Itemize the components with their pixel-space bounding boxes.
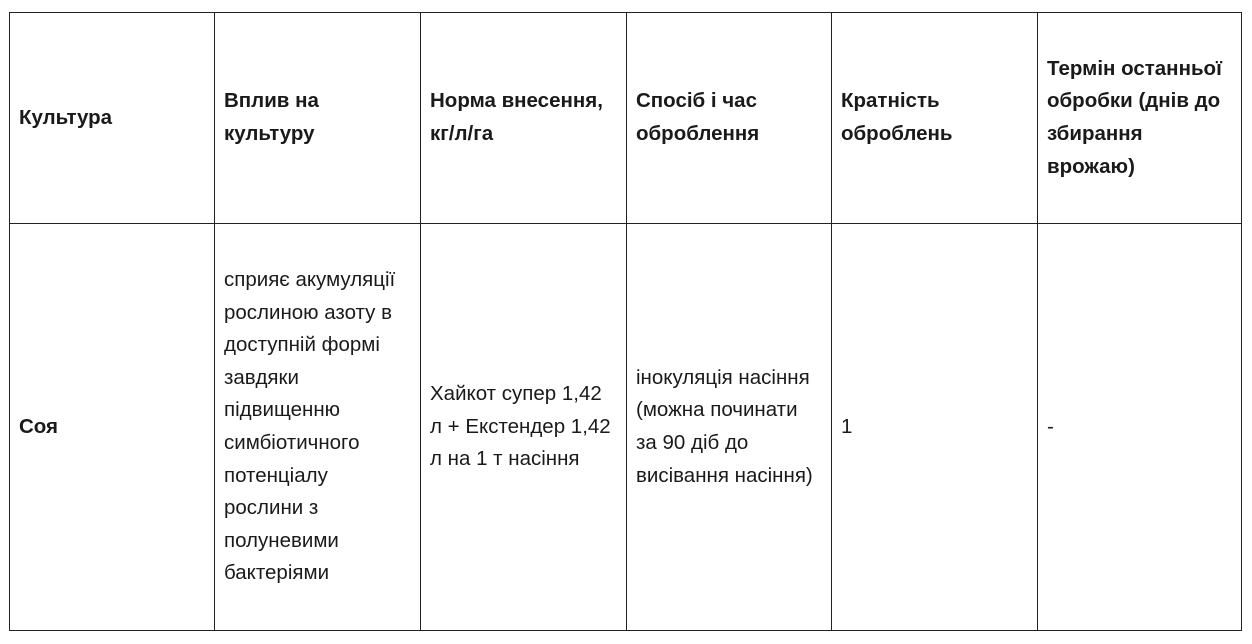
cell-method: інокуляція насіння (можна починати за 90 діб до висівання насіння) <box>627 224 832 631</box>
header-method: Спосіб і час оброблення <box>627 13 832 224</box>
treatment-table <box>9 12 1242 631</box>
cell-multiplicity: 1 <box>832 224 1038 631</box>
cell-rate: Хайкот супер 1,42 л + Екстендер 1,42 л на 1 т насіння <box>421 224 627 631</box>
cell-effect: сприяє акумуляції рослиною азоту в доступній формі завдяки підвищенню симбіотичного потенціалу рослини з полуневими бактеріями <box>215 224 421 631</box>
cell-crop: Соя <box>10 224 215 631</box>
table-header-row <box>10 13 1242 224</box>
cell-last-treatment: - <box>1038 224 1242 631</box>
header-last-treatment: Термін останньої обробки (днів до збирання врожаю) <box>1038 13 1242 224</box>
table-row <box>10 224 1242 631</box>
header-crop: Культура <box>10 13 215 224</box>
header-rate: Норма внесення, кг/л/га <box>421 13 627 224</box>
header-effect: Вплив на культуру <box>215 13 421 224</box>
header-multiplicity: Кратність оброблень <box>832 13 1038 224</box>
